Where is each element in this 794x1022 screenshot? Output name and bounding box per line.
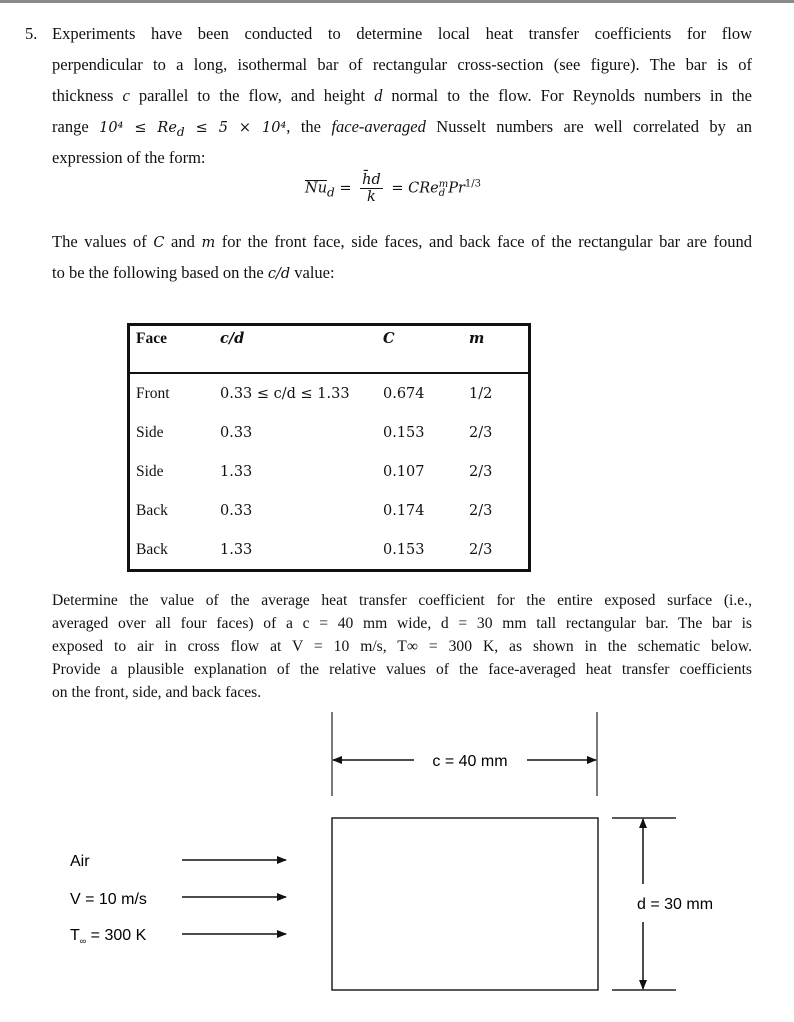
- cell-m: 2/3: [469, 502, 493, 519]
- eq-sup: m: [438, 178, 449, 190]
- t: normal to the flow. For Reynolds numbers in the: [382, 86, 752, 105]
- var-C: C: [153, 235, 165, 251]
- cell-m: 2/3: [469, 424, 493, 441]
- cell-cd: 0.33 ≤ c/d ≤ 1.33: [220, 385, 350, 402]
- cell-face: Side: [136, 423, 164, 441]
- t: The values of: [52, 232, 154, 251]
- intro-line-5: expression of the form:: [52, 148, 206, 167]
- width-dimension: [332, 712, 597, 796]
- t: T: [70, 927, 80, 944]
- var-m: m: [201, 235, 216, 251]
- eq-num: h̄d: [362, 172, 381, 188]
- problem-number: 5.: [25, 24, 38, 43]
- var-cd: c/d: [267, 266, 291, 282]
- c-label: c = 40 mm: [432, 753, 508, 770]
- cell-C: 0.153: [383, 541, 425, 558]
- t: ≤ 5 × 10⁴: [184, 120, 287, 136]
- t: Nusselt numbers are well correlated by an: [425, 117, 752, 136]
- eq-lhs-sub: d: [327, 185, 335, 200]
- header-cd: c/d: [214, 325, 377, 374]
- t: parallel to the flow, and height: [129, 86, 375, 105]
- eq-rhs: = CRe: [391, 180, 439, 197]
- t: , the: [286, 117, 332, 136]
- cell-C: 0.674: [383, 385, 425, 402]
- question-line-4: Provide a plausible explanation of the relative values of the face-averaged heat transfer coefficients: [52, 661, 752, 678]
- header-face: Face: [129, 325, 215, 374]
- t: and: [164, 232, 202, 251]
- eq-equals: =: [339, 180, 352, 197]
- t: value:: [290, 263, 335, 282]
- intro-line-1: Experiments have been conducted to determine local heat transfer coefficients for flow: [52, 24, 752, 43]
- height-dimension: [612, 818, 713, 990]
- emphasis: face-averaged: [331, 117, 426, 136]
- eq-lhs: $\overline{Nu}$: [305, 180, 328, 197]
- cell-C: 0.153: [383, 424, 425, 441]
- eq-den: k: [367, 189, 376, 205]
- t: 10⁴ ≤ Re: [99, 120, 177, 136]
- cell-cd: 0.33: [220, 502, 253, 519]
- var-d: d: [374, 86, 383, 105]
- d-label: d = 30 mm: [636, 896, 714, 913]
- question-line-5: on the front, side, and back faces.: [52, 684, 262, 701]
- t-sub: ∞: [79, 936, 87, 946]
- cell-cd: 1.33: [220, 541, 253, 558]
- eq-sub: d: [438, 187, 446, 199]
- cell-C: 0.107: [383, 463, 425, 480]
- var-c: c: [122, 86, 130, 105]
- cell-face: Front: [136, 384, 170, 402]
- cell-m: 2/3: [469, 541, 493, 558]
- velocity-label: V = 10 m/s: [70, 891, 147, 908]
- cell-m: 2/3: [469, 463, 493, 480]
- t: thickness: [52, 86, 123, 105]
- header-m: m: [463, 325, 530, 374]
- cell-face: Side: [136, 462, 164, 480]
- question-line-1: Determine the value of the average heat transfer coefficient for the entire exposed surface (i.e.,: [52, 592, 752, 609]
- air-flow: [70, 853, 286, 946]
- cell-m: 1/2: [469, 385, 493, 402]
- eq-pr-sup: 1/3: [464, 178, 482, 190]
- header-C: C: [377, 325, 463, 374]
- cell-C: 0.174: [383, 502, 425, 519]
- cell-face: Back: [136, 501, 168, 519]
- air-label: Air: [70, 853, 90, 870]
- cell-face: Back: [136, 540, 168, 558]
- question-line-3: exposed to air in cross flow at V = 10 m/s, T∞ = 300 K, as shown in the schematic below.: [52, 638, 752, 655]
- t: d: [176, 124, 185, 139]
- bar-cross-section: [332, 818, 598, 990]
- t-value: = 300 K: [86, 927, 147, 944]
- t: for the front face, side faces, and back face of the rectangular bar are found: [215, 232, 752, 251]
- cell-cd: 0.33: [220, 424, 253, 441]
- cell-cd: 1.33: [220, 463, 253, 480]
- t: to be the following based on the: [52, 263, 268, 282]
- eq-pr: Pr: [448, 180, 465, 197]
- t: range: [52, 117, 100, 136]
- question-line-2: averaged over all four faces) of a c = 40 mm wide, d = 30 mm tall rectangular bar. The bar is: [52, 615, 752, 632]
- intro-line-2: perpendicular to a long, isothermal bar of rectangular cross-section (see figure). The bar is of: [52, 55, 752, 74]
- temperature-label: [70, 927, 147, 946]
